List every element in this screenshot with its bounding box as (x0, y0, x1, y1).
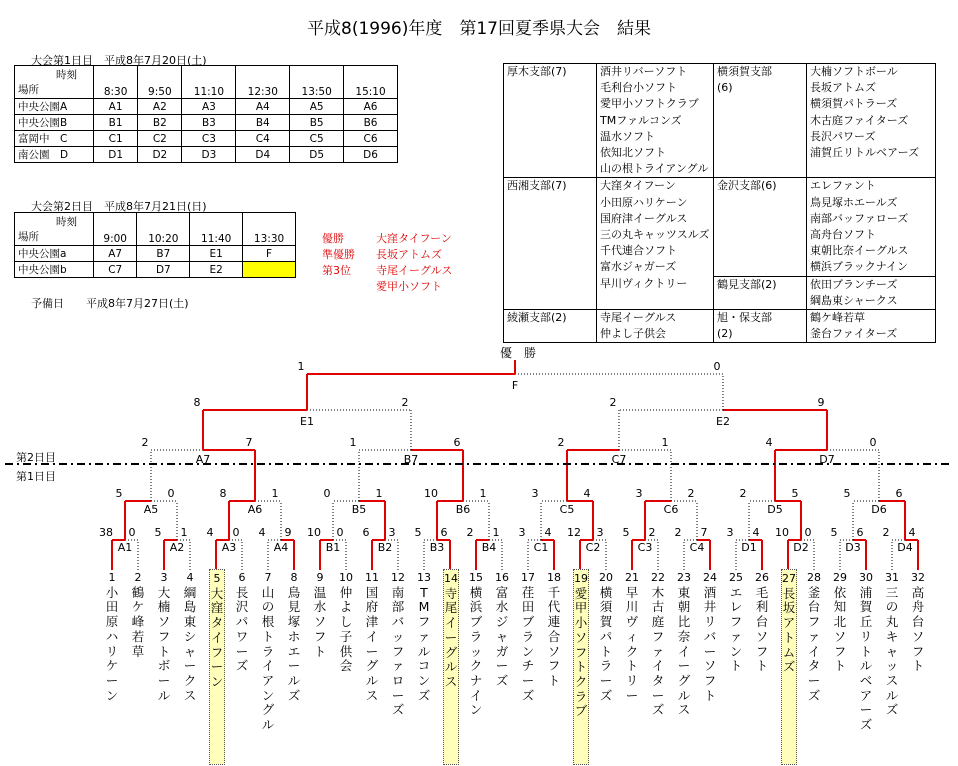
day1-place: 中央公園A (15, 99, 94, 115)
score-right: 1 (661, 436, 669, 449)
match-label: C3 (637, 541, 653, 554)
score-right: 7 (245, 436, 253, 449)
team-entry (781, 569, 797, 765)
team-number: 25 (729, 571, 743, 584)
branch-teams-line: 東朝比奈イーグルス (810, 244, 909, 258)
team-entry (573, 569, 589, 765)
match-label: C4 (689, 541, 705, 554)
time-header: 時刻 (56, 69, 77, 81)
day1-game: C6 (344, 131, 398, 147)
score-left: 3 (635, 487, 643, 500)
team-entry (833, 571, 847, 674)
day2-time: 11:40 (190, 213, 243, 246)
score-left: 10 (424, 487, 438, 500)
branch-teams-line: 鳥見塚ホエールズ (810, 195, 898, 209)
day2-game: A7 (94, 246, 137, 262)
team-number: 26 (755, 571, 769, 584)
team-name: 高舟台ソフト (911, 584, 925, 674)
match-label: D2 (793, 541, 809, 554)
day1-game: C4 (236, 131, 290, 147)
match-label: C2 (585, 541, 601, 554)
team-name: 小田原ハリケーン (105, 584, 119, 703)
day1-game: A2 (138, 99, 182, 115)
score-left: 5 (115, 487, 123, 500)
match-label: B1 (325, 541, 341, 554)
place-header: 場所 (18, 231, 39, 243)
score-left: 5 (843, 487, 851, 500)
team-name: 横浜ブラックナイン (469, 584, 483, 718)
day1-game: C5 (290, 131, 344, 147)
team-entry (235, 571, 249, 674)
score-left: 3 (531, 487, 539, 500)
day1-game: A1 (94, 99, 138, 115)
team-number: 5 (213, 572, 221, 585)
team-entry (183, 571, 197, 703)
team-entry (885, 571, 899, 718)
branch-teams-line: 長沢パワーズ (810, 129, 876, 143)
score-right: 2 (687, 487, 695, 500)
branch-teams-line: 千代連合ソフト (600, 244, 677, 258)
day1-place: 富岡中 C (15, 131, 94, 147)
team-number: 6 (238, 571, 246, 584)
match-label: B7 (403, 453, 419, 466)
match-label: B5 (351, 503, 367, 516)
day2-caption: 大会第2日目 平成8年7月21日(日) (31, 200, 207, 213)
score-left: 4 (206, 526, 214, 539)
score-right: 1 (479, 487, 487, 500)
team-name: 酒井リバーソフト (703, 584, 717, 703)
day1-game: C2 (138, 131, 182, 147)
team-number: 12 (391, 571, 405, 584)
team-name: 南部バッファローズ (391, 584, 405, 718)
score-right: 6 (856, 526, 864, 539)
team-number: 17 (521, 571, 535, 584)
match-label: D5 (767, 503, 783, 516)
branch-name-line: 西湘支部(7) (507, 179, 567, 193)
team-name: 国府津イーグルス (365, 584, 379, 703)
score-right: 0 (869, 436, 877, 449)
day1-game: A4 (236, 99, 290, 115)
team-number: 19 (574, 572, 588, 585)
match-label: B3 (429, 541, 445, 554)
day1-game: D5 (290, 147, 344, 163)
score-left: 5 (622, 526, 630, 539)
branch-teams-line: 依知北ソフト (600, 146, 666, 160)
branch-teams-line: 横須賀パトラーズ (810, 97, 898, 111)
match-label: E2 (716, 415, 730, 428)
match-label: D1 (741, 541, 757, 554)
score-right: 7 (700, 526, 708, 539)
branch-teams-line: 横浜ブラックナイン (810, 260, 909, 274)
team-entry (495, 571, 509, 689)
team-name: 横須賀パトラーズ (599, 584, 613, 703)
reserve-day: 予備日 平成8年7月27日(土) (31, 297, 189, 310)
branch-teams-line: 酒井リバーソフト (600, 65, 688, 78)
team-number: 7 (264, 571, 272, 584)
team-entry (313, 571, 327, 659)
team-number: 21 (625, 571, 639, 584)
branch-name-line: 厚木支部(7) (507, 65, 567, 78)
score-left: 2 (609, 396, 617, 409)
team-name: 毛利台ソフト (755, 584, 769, 674)
team-name: 温水ソフト (313, 584, 327, 659)
result-rank: 準優勝 (322, 248, 355, 261)
team-name: 鶴ケ峰若草 (131, 584, 145, 659)
place-header: 場所 (18, 84, 39, 96)
score-left: 8 (219, 487, 227, 500)
score-right: 0 (336, 526, 344, 539)
team-entry (911, 571, 925, 674)
team-name: TMファルコンズ (417, 584, 431, 703)
team-number: 13 (417, 571, 431, 584)
score-right: 0 (128, 526, 136, 539)
branch-teams-line: 富水ジャガーズ (600, 260, 677, 274)
match-label: A4 (273, 541, 289, 554)
team-entry (261, 571, 275, 733)
day1-caption: 大会第1日目 平成8年7月20日(土) (31, 54, 207, 67)
team-number: 15 (469, 571, 483, 584)
team-name: 綱島東シャークス (183, 584, 197, 703)
score-left: 12 (567, 526, 581, 539)
team-entry (651, 571, 665, 718)
team-number: 2 (134, 571, 142, 584)
score-right: 4 (752, 526, 760, 539)
team-entry (287, 571, 301, 703)
team-number: 4 (186, 571, 194, 584)
score-left: 5 (830, 526, 838, 539)
team-entry (469, 571, 483, 718)
match-label: C6 (663, 503, 679, 516)
score-left: 38 (99, 526, 113, 539)
team-entry (391, 571, 405, 718)
branch-teams-line: エレファント (810, 179, 876, 193)
day1-time: 8:30 (94, 66, 138, 99)
team-name: 寺尾イーグルス (444, 585, 458, 689)
score-right: 4 (583, 487, 591, 500)
team-number: 16 (495, 571, 509, 584)
team-name: 三の丸キャッスルズ (885, 584, 899, 718)
team-number: 10 (339, 571, 353, 584)
day1-game: A5 (290, 99, 344, 115)
score-right: 4 (544, 526, 552, 539)
score-right: 3 (596, 526, 604, 539)
team-number: 22 (651, 571, 665, 584)
team-number: 1 (108, 571, 116, 584)
team-number: 32 (911, 571, 925, 584)
branch-name-line: 旭・保支部 (717, 311, 772, 325)
score-right: 4 (908, 526, 916, 539)
score-right: 2 (648, 526, 656, 539)
day1-game: A3 (182, 99, 236, 115)
team-name: 鳥見塚ホエールズ (287, 584, 301, 703)
score-right: 0 (167, 487, 175, 500)
day2-game: D7 (137, 262, 190, 278)
team-name: 木古庭ファイターズ (651, 584, 665, 718)
score-right: 1 (180, 526, 188, 539)
branch-teams-line: 高舟台ソフト (810, 228, 876, 242)
branch-teams-line: 鶴ケ峰若草 (810, 311, 865, 325)
match-label: A6 (247, 503, 263, 516)
day1-game: C1 (94, 131, 138, 147)
team-entry (105, 571, 119, 703)
day1-game: B1 (94, 115, 138, 131)
match-label: C5 (559, 503, 575, 516)
team-name: 愛甲小ソフトクラブ (574, 585, 588, 719)
score-left: 3 (518, 526, 526, 539)
team-name: 依知北ソフト (833, 584, 847, 674)
match-label: A2 (169, 541, 185, 554)
branch-teams-line: 寺尾イーグルス (600, 311, 677, 325)
score-left: 4 (765, 436, 773, 449)
team-number: 14 (444, 572, 458, 585)
team-name: 浦賀丘リトルベアーズ (859, 584, 873, 733)
team-number: 20 (599, 571, 613, 584)
team-number: 29 (833, 571, 847, 584)
match-label: D6 (871, 503, 887, 516)
branch-teams-line: 木古庭ファイターズ (810, 113, 909, 127)
branch-teams-line: 国府津イーグルス (600, 211, 688, 225)
score-left: 5 (154, 526, 162, 539)
team-number: 23 (677, 571, 691, 584)
day1-game: B6 (344, 115, 398, 131)
team-entry (677, 571, 691, 718)
day1-game: B2 (138, 115, 182, 131)
team-entry (625, 571, 639, 703)
team-name: 長坂アトムズ (782, 585, 796, 675)
team-entry (755, 571, 769, 674)
branch-teams-line: 長坂アトムズ (810, 81, 876, 95)
team-entry (131, 571, 145, 659)
team-name: 千代連合ソフト (547, 584, 561, 688)
branch-teams-line: 南部バッファローズ (810, 211, 909, 225)
score-right: 6 (453, 436, 461, 449)
score-left: 2 (739, 487, 747, 500)
branch-teams-line: 愛甲小ソフトクラブ (600, 97, 699, 111)
score-left: 1 (349, 436, 357, 449)
branch-teams-line: 釜台ファイターズ (810, 327, 898, 341)
team-name: 大楠ソフトボール (157, 584, 171, 703)
team-number: 30 (859, 571, 873, 584)
match-label: D4 (897, 541, 913, 554)
score-right: 9 (284, 526, 292, 539)
score-left: 2 (882, 526, 890, 539)
score-left: 10 (775, 526, 789, 539)
day2-game: F (243, 246, 296, 262)
team-entry (703, 571, 717, 703)
team-number: 27 (782, 572, 796, 585)
branch-teams-line: 毛利台小ソフト (600, 81, 677, 95)
score-left: 10 (307, 526, 321, 539)
day2-game: B7 (137, 246, 190, 262)
day2-place: 中央公園a (15, 246, 94, 262)
day1-place: 南公園 D (15, 147, 94, 163)
branch-teams-line: 依田ブランチーズ (810, 277, 898, 291)
team-entry (859, 571, 873, 733)
team-name: 早川ヴィクトリー (625, 584, 639, 703)
branch-teams-line: 早川ヴィクトリー (600, 276, 688, 290)
match-label: C1 (533, 541, 549, 554)
day1-time: 15:10 (344, 66, 398, 99)
team-name: 富水ジャガーズ (495, 584, 509, 688)
day1-game: A6 (344, 99, 398, 115)
team-entry (443, 569, 459, 765)
team-number: 3 (160, 571, 168, 584)
day1-game: D4 (236, 147, 290, 163)
match-label: D3 (845, 541, 861, 554)
result-rank: 優勝 (322, 232, 344, 245)
score-left: 2 (141, 436, 149, 449)
team-name: 山の根トライアングル (261, 584, 275, 733)
day1-game: B5 (290, 115, 344, 131)
day2-label: 第2日目 (16, 451, 56, 464)
match-label: A3 (221, 541, 237, 554)
score-right: 1 (492, 526, 500, 539)
score-left: 0 (323, 487, 331, 500)
day2-game: E2 (190, 262, 243, 278)
branch-teams-line: 温水ソフト (600, 129, 655, 143)
match-label: C7 (611, 453, 627, 466)
branch-name-line: 綾瀬支部(2) (507, 311, 567, 325)
day2-time: 13:30 (243, 213, 296, 246)
team-entry (417, 571, 431, 703)
branch-teams-line: 大楠ソフトボール (810, 65, 898, 78)
page-title: 平成8(1996)年度 第17回夏季県大会 結果 (307, 19, 651, 39)
score-right: 6 (895, 487, 903, 500)
score-right: 3 (388, 526, 396, 539)
branch-teams-line: 仲よし子供会 (600, 327, 666, 341)
branch-teams-line: TMファルコンズ (600, 113, 682, 127)
branch-name-line: 鶴見支部(2) (717, 277, 777, 291)
team-name: 荏田ブランチーズ (521, 584, 535, 703)
score-left: 4 (258, 526, 266, 539)
team-name: 東朝比奈イーグルス (677, 584, 691, 718)
team-entry (339, 571, 353, 674)
score-left: 2 (674, 526, 682, 539)
day2-game: E1 (190, 246, 243, 262)
score-left: 5 (414, 526, 422, 539)
team-name: 長沢パワーズ (235, 584, 249, 674)
day1-place: 中央公園B (15, 115, 94, 131)
score-right: 1 (271, 487, 279, 500)
team-number: 8 (290, 571, 298, 584)
match-label: B2 (377, 541, 393, 554)
day1-time: 12:30 (236, 66, 290, 99)
result-team: 寺尾イーグルス (376, 264, 453, 277)
branch-teams-line: 三の丸キャッツスルズ (600, 228, 710, 242)
score-right: 0 (804, 526, 812, 539)
day2-game: C7 (94, 262, 137, 278)
team-entry (807, 571, 821, 703)
day2-time: 9:00 (94, 213, 137, 246)
team-entry (209, 569, 225, 765)
day2-place: 中央公園b (15, 262, 94, 278)
score-right: 1 (375, 487, 383, 500)
day1-label: 第1日目 (16, 470, 56, 483)
score-left: 3 (726, 526, 734, 539)
score-right: 0 (232, 526, 240, 539)
score-right: 6 (440, 526, 448, 539)
team-name: 釜台ファイターズ (807, 584, 821, 703)
day1-time: 9:50 (138, 66, 182, 99)
match-label: A5 (143, 503, 159, 516)
team-name: エレファント (729, 584, 743, 674)
branch-teams-line: 小田原ハリケーン (600, 195, 688, 209)
score-left: 2 (557, 436, 565, 449)
score-left: 8 (193, 396, 201, 409)
team-number: 18 (547, 571, 561, 584)
team-entry (157, 571, 171, 703)
score-right: 5 (791, 487, 799, 500)
day1-game: D3 (182, 147, 236, 163)
branch-name-line: (2) (717, 327, 733, 341)
branch-teams-line: 大窪タイフーン (600, 179, 676, 193)
branch-name-line: 金沢支部(6) (717, 179, 777, 193)
match-label: D7 (819, 453, 835, 466)
result-team: 大窪タイフーン (376, 232, 452, 245)
team-number: 24 (703, 571, 717, 584)
branch-teams-line: 綱島東シャークス (810, 293, 898, 307)
match-label: F (511, 379, 519, 392)
day2-time: 10:20 (137, 213, 190, 246)
branch-name-line: (6) (717, 81, 733, 95)
result-rank: 第3位 (322, 264, 351, 277)
branch-teams-line: 山の根トライアングル (600, 162, 709, 176)
day1-game: B4 (236, 115, 290, 131)
day1-game: C3 (182, 131, 236, 147)
result-team: 愛甲小ソフト (376, 280, 442, 293)
team-entry (599, 571, 613, 703)
team-number: 9 (316, 571, 324, 584)
match-label: B6 (455, 503, 471, 516)
team-entry (547, 571, 561, 689)
team-number: 31 (885, 571, 899, 584)
team-entry (365, 571, 379, 703)
result-team: 長坂アトムズ (376, 248, 442, 261)
match-label: B4 (481, 541, 497, 554)
branch-name-line: 横須賀支部 (717, 65, 772, 78)
day1-time: 13:50 (290, 66, 344, 99)
branch-teams-line: 浦賀丘リトルベアーズ (810, 146, 920, 160)
score-right: 0 (713, 360, 721, 373)
team-number: 11 (365, 571, 379, 584)
team-entry (729, 571, 743, 674)
team-name: 仲よし子供会 (339, 584, 353, 674)
score-right: 9 (817, 396, 825, 409)
score-left: 6 (362, 526, 370, 539)
match-label: A7 (195, 453, 211, 466)
score-left: 1 (297, 360, 305, 373)
score-left: 2 (466, 526, 474, 539)
day1-game: D1 (94, 147, 138, 163)
match-label: A1 (117, 541, 133, 554)
day1-game: B3 (182, 115, 236, 131)
champion-label: 優 勝 (499, 346, 537, 360)
day1-game: D6 (344, 147, 398, 163)
team-name: 大窪タイフーン (210, 585, 224, 689)
day1-time: 11:10 (182, 66, 236, 99)
team-entry (521, 571, 535, 703)
score-right: 2 (401, 396, 409, 409)
time-header: 時刻 (56, 216, 77, 228)
match-label: E1 (300, 415, 314, 428)
day1-game: D2 (138, 147, 182, 163)
team-number: 28 (807, 571, 821, 584)
